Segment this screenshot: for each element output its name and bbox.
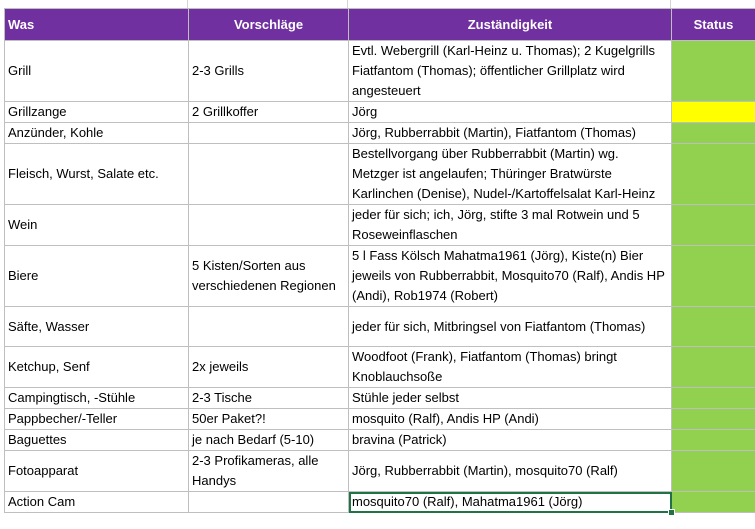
table-row: [5, 307, 755, 347]
table-row: [5, 492, 755, 513]
cell-zustaendigkeit[interactable]: Jörg, Rubberrabbit (Martin), Fiatfantom (Thomas): [349, 123, 672, 144]
cell-was[interactable]: Säfte, Wasser: [5, 307, 189, 347]
cell-zustaendigkeit[interactable]: Bestellvorgang über Rubberrabbit (Martin) wg. Metzger ist angelaufen; Thüringer Bratwürste Karlinchen (Denise), Nudel-/Kartoffelsalat Karl-Heinz: [349, 144, 672, 205]
table-row: [5, 388, 755, 409]
task-table: [4, 8, 755, 513]
cell-status[interactable]: [672, 409, 755, 430]
cell-status[interactable]: [672, 123, 755, 144]
cell-vorschlaege[interactable]: [189, 123, 349, 144]
cell-zustaendigkeit[interactable]: mosquito (Ralf), Andis HP (Andi): [349, 409, 672, 430]
cell-was[interactable]: Grill: [5, 41, 189, 102]
cell-vorschlaege[interactable]: 2-3 Profikameras, alle Handys: [189, 451, 349, 492]
cell-vorschlaege[interactable]: 50er Paket?!: [189, 409, 349, 430]
header-was[interactable]: Was: [5, 9, 189, 41]
cell-zustaendigkeit[interactable]: Stühle jeder selbst: [349, 388, 672, 409]
cell-status[interactable]: [672, 388, 755, 409]
table-row: [5, 41, 755, 102]
table-row: [5, 102, 755, 123]
cell-was[interactable]: Ketchup, Senf: [5, 347, 189, 388]
table-row: [5, 451, 755, 492]
cell-status[interactable]: [672, 307, 755, 347]
header-row: [5, 9, 755, 41]
cell-vorschlaege[interactable]: [189, 307, 349, 347]
header-vorschlaege[interactable]: Vorschläge: [189, 9, 349, 41]
fill-handle[interactable]: [668, 509, 675, 516]
cell-zustaendigkeit[interactable]: Jörg, Rubberrabbit (Martin), mosquito70 (Ralf): [349, 451, 672, 492]
cell-zustaendigkeit[interactable]: jeder für sich, Mitbringsel von Fiatfantom (Thomas): [349, 307, 672, 347]
table-row: [5, 246, 755, 307]
cell-was[interactable]: Baguettes: [5, 430, 189, 451]
cell-zustaendigkeit[interactable]: jeder für sich; ich, Jörg, stifte 3 mal Rotwein und 5 Roseweinflaschen: [349, 205, 672, 246]
cell-zustaendigkeit[interactable]: Evtl. Webergrill (Karl-Heinz u. Thomas); 2 Kugelgrills Fiatfantom (Thomas); öffentlicher Grillplatz wird angesteuert: [349, 41, 672, 102]
table-row: [5, 144, 755, 205]
cell-was[interactable]: Wein: [5, 205, 189, 246]
cell-vorschlaege[interactable]: [189, 144, 349, 205]
cell-was[interactable]: Biere: [5, 246, 189, 307]
cell-vorschlaege[interactable]: je nach Bedarf (5-10): [189, 430, 349, 451]
cell-zustaendigkeit[interactable]: Jörg: [349, 102, 672, 123]
cell-zustaendigkeit[interactable]: Woodfoot (Frank), Fiatfantom (Thomas) bringt Knoblauchsoße: [349, 347, 672, 388]
cell-status[interactable]: [672, 430, 755, 451]
cell-status[interactable]: [672, 41, 755, 102]
table-row: [5, 123, 755, 144]
table-row: [5, 430, 755, 451]
cell-status[interactable]: [672, 144, 755, 205]
cell-status[interactable]: [672, 492, 755, 513]
cell-was[interactable]: Campingtisch, -Stühle: [5, 388, 189, 409]
cell-status[interactable]: [672, 102, 755, 123]
cell-vorschlaege[interactable]: [189, 492, 349, 513]
table-row: [5, 347, 755, 388]
cell-zustaendigkeit[interactable]: 5 l Fass Kölsch Mahatma1961 (Jörg), Kiste(n) Bier jeweils von Rubberrabbit, Mosquito70 (Ralf), Andis HP (Andi), Rob1974 (Robert): [349, 246, 672, 307]
cell-status[interactable]: [672, 347, 755, 388]
header-zustaendigkeit[interactable]: Zuständigkeit: [349, 9, 672, 41]
table-row: [5, 409, 755, 430]
cell-was[interactable]: Pappbecher/-Teller: [5, 409, 189, 430]
cell-was[interactable]: Grillzange: [5, 102, 189, 123]
table-row: [5, 205, 755, 246]
header-status[interactable]: Status: [672, 9, 755, 41]
cell-zustaendigkeit[interactable]: bravina (Patrick): [349, 430, 672, 451]
cell-vorschlaege[interactable]: 2-3 Tische: [189, 388, 349, 409]
cell-vorschlaege[interactable]: 2x jeweils: [189, 347, 349, 388]
cell-status[interactable]: [672, 451, 755, 492]
cell-vorschlaege[interactable]: 2-3 Grills: [189, 41, 349, 102]
cell-vorschlaege[interactable]: 5 Kisten/Sorten aus verschiedenen Regionen: [189, 246, 349, 307]
column-header-strip: [0, 0, 755, 8]
cell-was[interactable]: Fotoapparat: [5, 451, 189, 492]
cell-was[interactable]: Action Cam: [5, 492, 189, 513]
cell-was[interactable]: Anzünder, Kohle: [5, 123, 189, 144]
cell-zustaendigkeit[interactable]: mosquito70 (Ralf), Mahatma1961 (Jörg): [349, 492, 672, 513]
cell-vorschlaege[interactable]: 2 Grillkoffer: [189, 102, 349, 123]
cell-status[interactable]: [672, 205, 755, 246]
cell-was[interactable]: Fleisch, Wurst, Salate etc.: [5, 144, 189, 205]
cell-vorschlaege[interactable]: [189, 205, 349, 246]
cell-status[interactable]: [672, 246, 755, 307]
